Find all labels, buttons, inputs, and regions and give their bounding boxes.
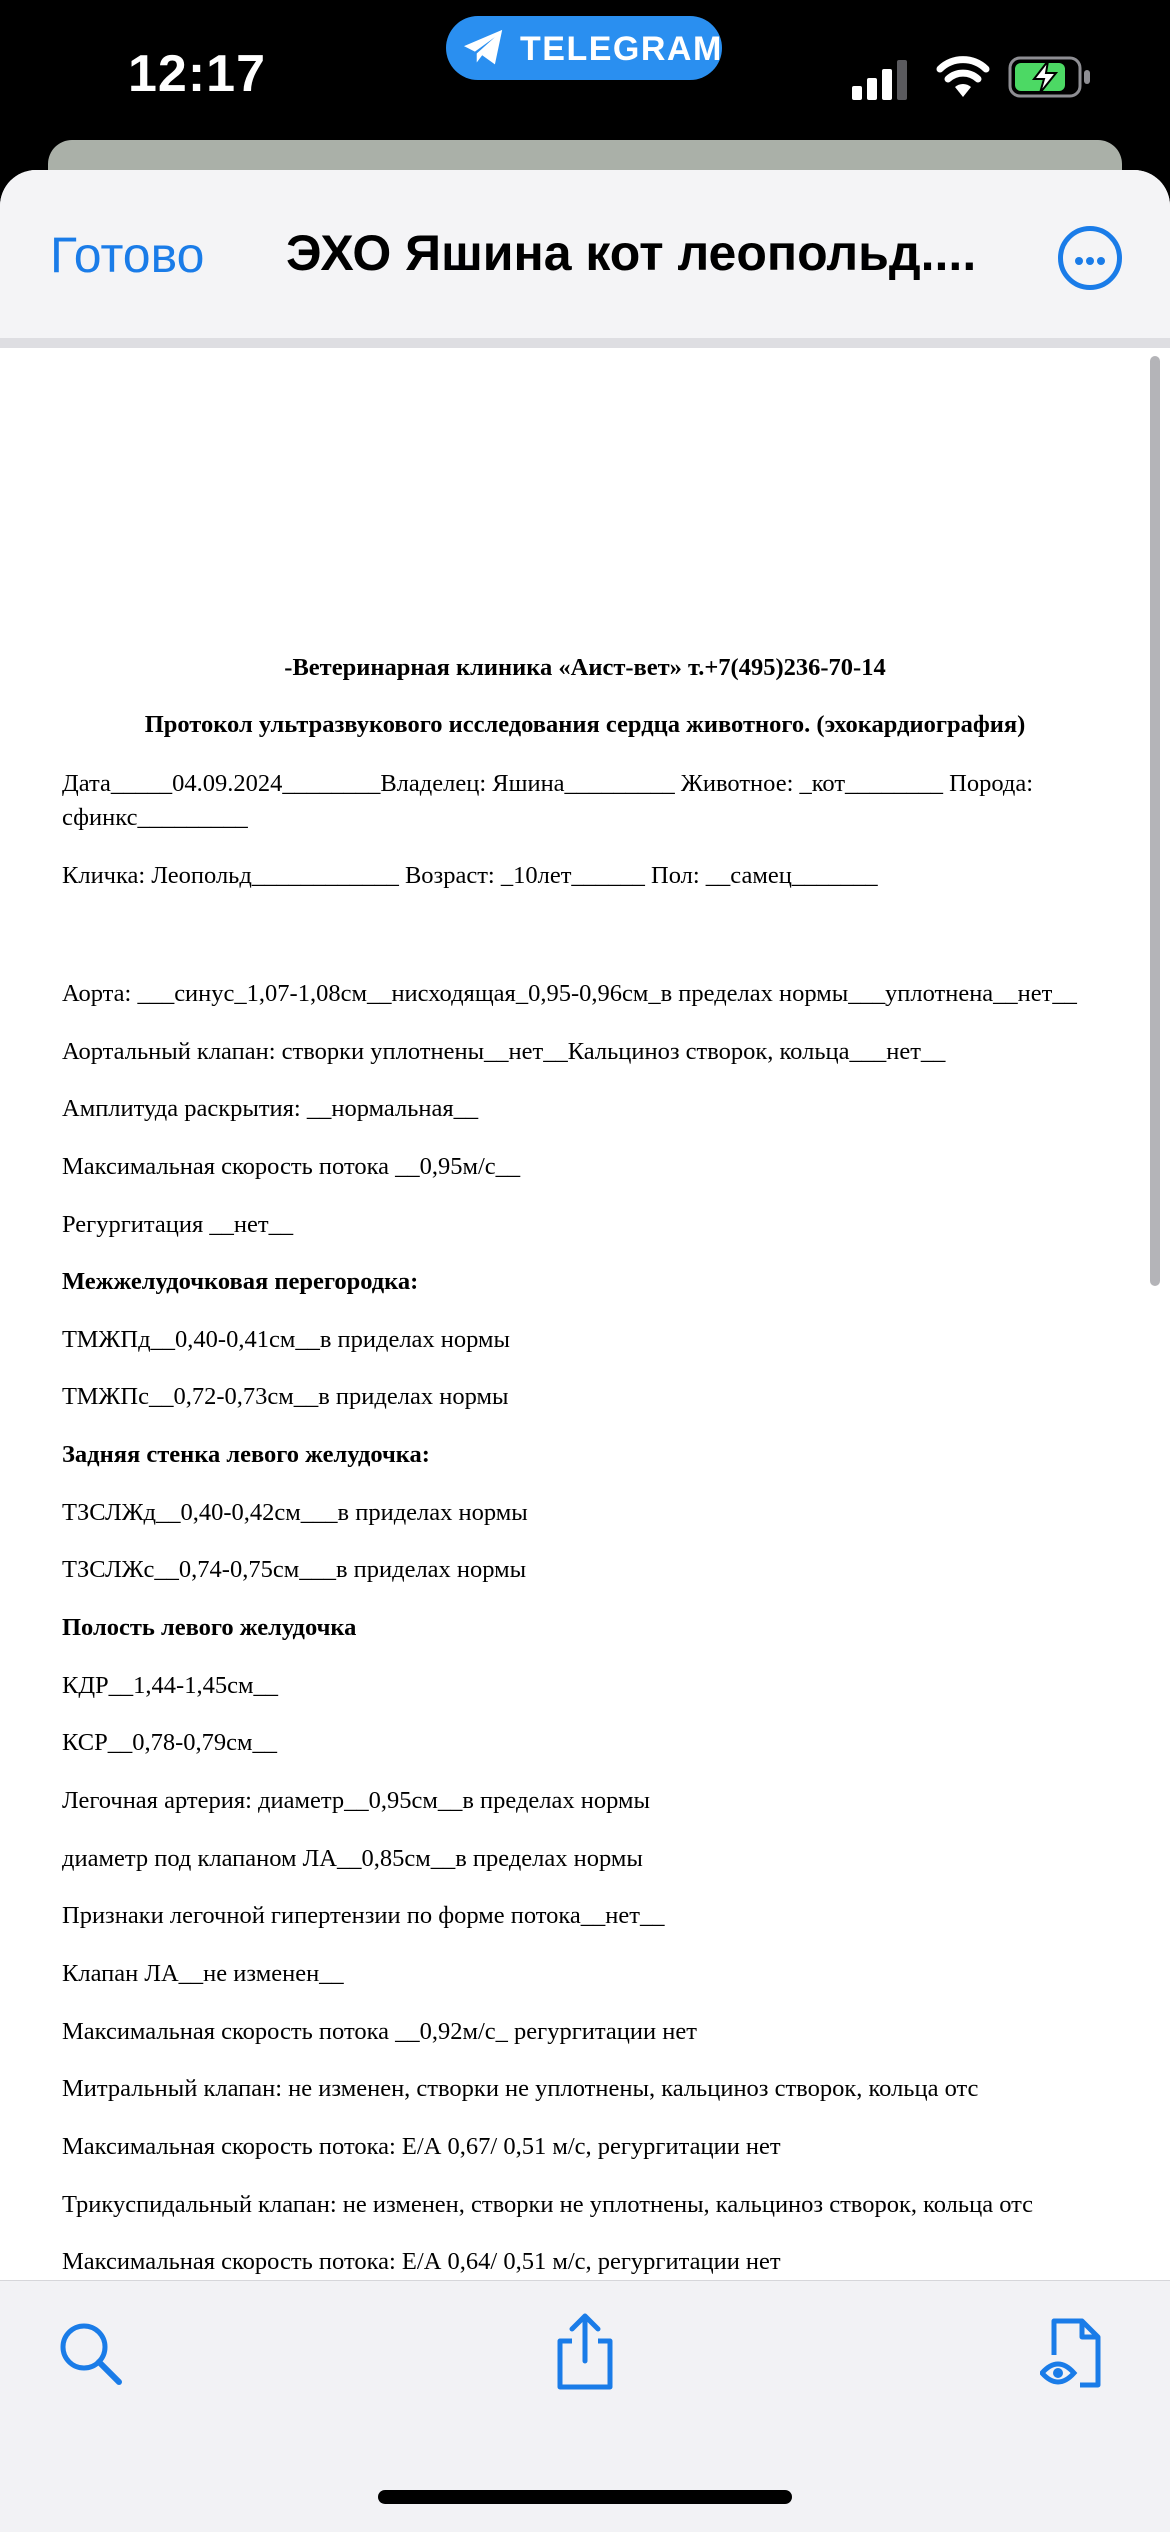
doc-line: ТМЖПд__0,40-0,41см__в приделах нормы — [62, 1326, 511, 1353]
doc-line: Признаки легочной гипертензии по форме потока__нет__ — [62, 1902, 665, 1929]
doc-line: диаметр под клапаном ЛА__0,85см__в пределах нормы — [62, 1845, 643, 1872]
status-bar — [0, 0, 1170, 145]
document-title: ЭХО Яшина кот леопольд.... — [286, 225, 977, 281]
doc-section-heading: Полость левого желудочка — [62, 1614, 357, 1641]
share-icon[interactable] — [554, 2311, 616, 2391]
doc-section-heading: Межжелудочковая перегородка: — [62, 1268, 419, 1295]
doc-line: Амплитуда раскрытия: __нормальная__ — [62, 1095, 479, 1122]
doc-header: -Ветеринарная клиника «Аист-вет» т.+7(495)236-70-14 — [284, 654, 886, 681]
doc-line: Кличка: Леопольд____________ Возраст: _10лет______ Пол: __самец_______ — [62, 862, 878, 889]
doc-line: Трикуспидальный клапан: не изменен, створки не уплотнены, кальциноз створок, кольца отс — [62, 2191, 1034, 2218]
doc-line: КСР__0,78-0,79см__ — [62, 1729, 277, 1756]
document-viewer-sheet — [0, 170, 1170, 2532]
return-to-app-pill[interactable] — [446, 16, 722, 80]
signal-icon — [852, 60, 910, 100]
return-to-app-label: TELEGRAM — [520, 30, 723, 68]
done-button[interactable]: Готово — [50, 227, 205, 283]
document-page[interactable] — [0, 348, 1170, 2280]
scrollbar[interactable] — [1150, 356, 1160, 1286]
telegram-icon — [462, 28, 506, 68]
document-view-icon[interactable] — [1040, 2315, 1106, 2391]
doc-line: ТЗСЛЖд__0,40-0,42см___в приделах нормы — [62, 1499, 528, 1526]
doc-line: ТМЖПс__0,72-0,73см__в приделах нормы — [62, 1383, 509, 1410]
doc-line: Легочная артерия: диаметр__0,95см__в пределах нормы — [62, 1787, 650, 1814]
home-indicator[interactable] — [378, 2490, 792, 2504]
doc-subtitle: Протокол ультразвукового исследования сердца животного. (эхокардиография) — [144, 711, 1026, 738]
more-icon[interactable] — [1058, 226, 1122, 290]
doc-line: Аорта: ___синус_1,07-1,08см__нисходящая_0,95-0,96см_в пределах нормы___уплотнена__нет__ — [62, 980, 1077, 1007]
doc-line: Регургитация __нет__ — [62, 1211, 294, 1238]
battery-charging-icon — [1008, 56, 1092, 98]
wifi-icon — [935, 55, 991, 99]
doc-section-heading: Задняя стенка левого желудочка: — [62, 1441, 430, 1468]
doc-line: КДР__1,44-1,45см__ — [62, 1672, 278, 1699]
doc-line: ТЗСЛЖс__0,74-0,75см___в приделах нормы — [62, 1556, 527, 1583]
doc-line: Дата_____04.09.2024________Владелец: Яшина_________ Животное: _кот________ Порода: — [62, 770, 1034, 797]
doc-line: Максимальная скорость потока: Е/А 0,64/ 0,51 м/с, регургитации нет — [62, 2248, 781, 2275]
nav-separator — [0, 338, 1170, 348]
doc-line: Митральный клапан: не изменен, створки не уплотнены, кальциноз створок, кольца отс — [62, 2075, 979, 2102]
doc-line: Аортальный клапан: створки уплотнены__нет__Кальциноз створок, кольца___нет__ — [62, 1038, 946, 1065]
doc-line: Максимальная скорость потока __0,92м/с_ регургитации нет — [62, 2018, 697, 2045]
doc-line: Клапан ЛА__не изменен__ — [62, 1960, 344, 1987]
doc-line: сфинкс_________ — [62, 804, 248, 831]
status-time: 12:17 — [128, 45, 266, 103]
search-icon[interactable] — [56, 2319, 126, 2389]
navigation-bar — [0, 170, 1170, 338]
doc-line: Максимальная скорость потока: Е/А 0,67/ 0,51 м/с, регургитации нет — [62, 2133, 781, 2160]
doc-line: Максимальная скорость потока __0,95м/с__ — [62, 1153, 521, 1180]
